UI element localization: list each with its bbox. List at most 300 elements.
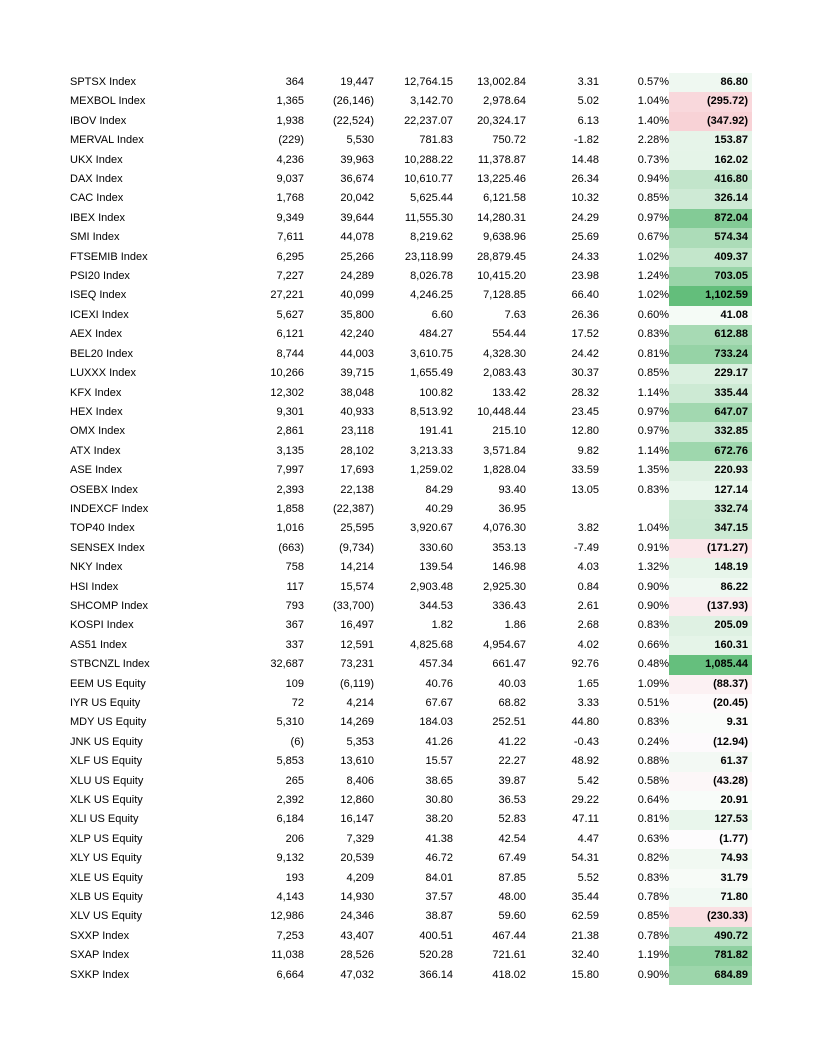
score-cell: 409.37 — [669, 248, 752, 267]
col-3-cell: 4,246.25 — [410, 289, 453, 302]
col-5-cell: 25.69 — [571, 231, 599, 244]
col-6-cell: 0.78% — [637, 891, 669, 904]
col-1-cell: (229) — [278, 134, 304, 147]
ticker-cell: ICEXI Index — [70, 308, 129, 321]
ticker-cell: IBEX Index — [70, 211, 126, 224]
table-row — [66, 888, 752, 907]
score-cell: 127.53 — [669, 810, 752, 829]
col-2-cell: 15,574 — [340, 580, 374, 593]
col-5-cell: 4.02 — [577, 638, 599, 651]
col-4-cell: 4,954.67 — [483, 638, 526, 651]
col-3-cell: 3,142.70 — [410, 95, 453, 108]
score-cell: 872.04 — [669, 209, 752, 228]
score-cell: 574.34 — [669, 228, 752, 247]
col-4-cell: 252.51 — [492, 716, 526, 729]
col-5-cell: -0.43 — [573, 735, 599, 748]
ticker-cell: SXKP Index — [70, 968, 130, 981]
col-1-cell: 7,227 — [276, 270, 304, 283]
col-4-cell: 11,378.87 — [477, 153, 526, 166]
score-cell: (230.33) — [669, 907, 752, 926]
col-3-cell: 3,920.67 — [410, 522, 453, 535]
ticker-cell: SXAP Index — [70, 949, 130, 962]
col-3-cell: 38.20 — [425, 813, 453, 826]
col-1-cell: 5,627 — [276, 308, 304, 321]
col-1-cell: (663) — [278, 541, 304, 554]
col-2-cell: (9,734) — [339, 541, 374, 554]
col-4-cell: 87.85 — [498, 871, 526, 884]
score-cell: 326.14 — [669, 189, 752, 208]
col-3-cell: 30.80 — [425, 794, 453, 807]
col-3-cell: 100.82 — [419, 386, 453, 399]
col-3-cell: 15.57 — [425, 755, 453, 768]
table-row — [66, 364, 752, 383]
col-6-cell: 0.51% — [637, 697, 669, 709]
col-1-cell: 10,266 — [270, 367, 304, 380]
col-4-cell: 14,280.31 — [477, 211, 526, 224]
col-5-cell: 10.32 — [571, 192, 599, 205]
col-3-cell: 10,288.22 — [404, 153, 453, 166]
col-5-cell: 3.82 — [577, 522, 599, 535]
score-cell: 490.72 — [669, 927, 752, 946]
col-4-cell: 7.63 — [504, 308, 526, 321]
col-6-cell: 0.85% — [637, 910, 669, 923]
ticker-cell: MEXBOL Index — [70, 95, 146, 108]
col-3-cell: 10,610.77 — [404, 173, 453, 186]
col-6-cell: 0.67% — [637, 231, 669, 244]
col-3-cell: 400.51 — [419, 929, 453, 942]
score-cell: (88.37) — [669, 675, 752, 694]
col-4-cell: 3,571.84 — [483, 444, 526, 457]
col-2-cell: 25,595 — [340, 522, 374, 535]
col-4-cell: 67.49 — [498, 852, 526, 865]
col-6-cell: 0.73% — [637, 153, 669, 166]
score-cell: 332.74 — [669, 500, 752, 519]
table-row — [66, 92, 752, 111]
col-3-cell: 37.57 — [425, 891, 453, 904]
col-6-cell: 0.83% — [637, 483, 669, 496]
col-1-cell: 758 — [285, 561, 304, 574]
col-3-cell: 22,237.07 — [404, 114, 453, 127]
ticker-cell: IBOV Index — [70, 114, 127, 127]
col-3-cell: 11,555.30 — [404, 211, 453, 224]
col-2-cell: 44,078 — [340, 231, 374, 244]
col-6-cell: 0.24% — [637, 735, 669, 748]
col-3-cell: 8,513.92 — [410, 405, 453, 418]
col-1-cell: 9,301 — [276, 405, 304, 418]
ticker-cell: PSI20 Index — [70, 270, 130, 283]
col-1-cell: 2,392 — [276, 794, 304, 807]
col-5-cell: 15.80 — [571, 968, 599, 981]
ticker-cell: ISEQ Index — [70, 289, 127, 302]
ticker-cell: ATX Index — [70, 444, 121, 457]
table-row — [66, 636, 752, 655]
table-row — [66, 946, 752, 965]
col-1-cell: 12,302 — [270, 386, 304, 399]
col-4-cell: 13,002.84 — [477, 76, 526, 88]
score-cell: 162.02 — [669, 151, 752, 170]
table-row — [66, 907, 752, 926]
ticker-cell: HSI Index — [70, 580, 119, 593]
score-cell: 220.93 — [669, 461, 752, 480]
col-1-cell: 364 — [285, 76, 304, 88]
col-5-cell: 17.52 — [571, 328, 599, 341]
col-3-cell: 191.41 — [419, 425, 453, 438]
col-1-cell: 1,768 — [276, 192, 304, 205]
col-3-cell: 1,655.49 — [410, 367, 453, 380]
col-6-cell: 1.35% — [637, 464, 669, 477]
col-5-cell: 33.59 — [571, 464, 599, 477]
table-row — [66, 403, 752, 422]
col-3-cell: 484.27 — [419, 328, 453, 341]
ticker-cell: XLB US Equity — [70, 891, 143, 904]
col-5-cell: 4.03 — [577, 561, 599, 574]
table-row — [66, 131, 752, 150]
col-3-cell: 46.72 — [425, 852, 453, 865]
col-4-cell: 42.54 — [498, 832, 526, 845]
table-row — [66, 849, 752, 868]
col-6-cell: 2.28% — [637, 134, 669, 147]
col-5-cell: 2.61 — [577, 599, 599, 612]
col-5-cell: 5.52 — [577, 871, 599, 884]
table-row — [66, 267, 752, 286]
col-6-cell: 0.58% — [637, 774, 669, 787]
col-5-cell: 32.40 — [571, 949, 599, 962]
ticker-cell: LUXXX Index — [70, 367, 137, 380]
col-2-cell: 28,102 — [340, 444, 374, 457]
col-6-cell: 1.40% — [637, 114, 669, 127]
score-cell: 416.80 — [669, 170, 752, 189]
col-1-cell: 7,253 — [276, 929, 304, 942]
col-5-cell: 62.59 — [571, 910, 599, 923]
col-1-cell: 2,393 — [276, 483, 304, 496]
col-6-cell: 0.78% — [637, 929, 669, 942]
col-2-cell: 20,539 — [340, 852, 374, 865]
col-4-cell: 52.83 — [498, 813, 526, 826]
col-6-cell: 1.09% — [637, 677, 669, 690]
score-cell: 9.31 — [669, 713, 752, 732]
ticker-cell: MERVAL Index — [70, 134, 144, 147]
col-1-cell: 4,143 — [276, 891, 304, 904]
col-5-cell: 47.11 — [572, 813, 599, 826]
col-4-cell: 6,121.58 — [483, 192, 526, 205]
col-5-cell: 24.29 — [571, 211, 599, 224]
ticker-cell: XLF US Equity — [70, 755, 143, 768]
col-3-cell: 40.29 — [425, 502, 453, 515]
score-cell: 229.17 — [669, 364, 752, 383]
col-6-cell: 1.04% — [637, 95, 669, 108]
table-row — [66, 189, 752, 208]
col-1-cell: 1,016 — [276, 522, 304, 535]
table-row — [66, 713, 752, 732]
col-6-cell: 1.04% — [637, 522, 669, 535]
col-5-cell: 23.45 — [571, 405, 599, 418]
table-row — [66, 675, 752, 694]
col-3-cell: 23,118.99 — [404, 250, 453, 263]
col-2-cell: 17,693 — [340, 464, 374, 477]
col-2-cell: (22,524) — [333, 114, 374, 127]
table-row — [66, 442, 752, 461]
table-row — [66, 151, 752, 170]
col-6-cell: 0.83% — [637, 328, 669, 341]
col-5-cell: 92.76 — [571, 658, 599, 671]
score-cell: 647.07 — [669, 403, 752, 422]
col-6-cell: 0.97% — [637, 211, 669, 224]
col-3-cell: 12,764.15 — [404, 76, 453, 88]
col-4-cell: 467.44 — [492, 929, 526, 942]
table-row — [66, 422, 752, 441]
col-4-cell: 48.00 — [498, 891, 526, 904]
col-5-cell: 24.42 — [571, 347, 599, 360]
col-1-cell: 4,236 — [276, 153, 304, 166]
table-row — [66, 384, 752, 403]
ticker-cell: OSEBX Index — [70, 483, 138, 496]
col-5-cell: 2.68 — [577, 619, 599, 632]
ticker-cell: ASE Index — [70, 464, 122, 477]
col-6-cell: 0.81% — [637, 347, 669, 360]
col-3-cell: 67.67 — [425, 697, 453, 709]
col-2-cell: 23,118 — [341, 425, 374, 438]
col-6-cell: 0.66% — [637, 638, 669, 651]
score-cell: (295.72) — [669, 92, 752, 111]
col-1-cell: 2,861 — [276, 425, 304, 438]
col-3-cell: 3,610.75 — [410, 347, 453, 360]
col-3-cell: 1.82 — [431, 619, 453, 632]
score-cell: 148.19 — [669, 558, 752, 577]
col-5-cell: 9.82 — [577, 444, 599, 457]
col-3-cell: 184.03 — [419, 716, 453, 729]
col-6-cell: 1.02% — [637, 250, 669, 263]
col-1-cell: 206 — [285, 832, 304, 845]
col-5-cell: 24.33 — [571, 250, 599, 263]
ticker-cell: XLU US Equity — [70, 774, 144, 787]
col-3-cell: 139.54 — [419, 561, 453, 574]
score-cell: 684.89 — [669, 966, 752, 985]
col-4-cell: 9,638.96 — [483, 231, 526, 244]
col-4-cell: 4,328.30 — [483, 347, 526, 360]
score-cell: 71.80 — [669, 888, 752, 907]
col-3-cell: 6.60 — [431, 308, 453, 321]
score-cell: 153.87 — [669, 131, 752, 150]
col-2-cell: 16,497 — [340, 619, 374, 632]
col-1-cell: 27,221 — [270, 289, 304, 302]
col-2-cell: 5,353 — [346, 735, 374, 748]
ticker-cell: FTSEMIB Index — [70, 250, 148, 263]
score-cell: 127.14 — [669, 481, 752, 500]
col-6-cell: 0.57% — [637, 76, 669, 88]
col-6-cell: 1.32% — [637, 561, 669, 574]
col-1-cell: 1,858 — [276, 502, 304, 515]
col-2-cell: 13,610 — [340, 755, 374, 768]
col-4-cell: 68.82 — [498, 697, 526, 709]
col-5-cell: 1.65 — [577, 677, 599, 690]
col-6-cell: 1.14% — [637, 444, 669, 457]
col-3-cell: 38.65 — [425, 774, 453, 787]
ticker-cell: XLP US Equity — [70, 832, 143, 845]
table-row — [66, 772, 752, 791]
ticker-cell: KOSPI Index — [70, 619, 134, 632]
col-4-cell: 41.22 — [498, 735, 526, 748]
col-6-cell: 0.94% — [637, 173, 669, 186]
table-body — [66, 73, 752, 985]
col-4-cell: 59.60 — [498, 910, 526, 923]
table-row — [66, 830, 752, 849]
table-row — [66, 325, 752, 344]
ticker-cell: KFX Index — [70, 386, 122, 399]
col-1-cell: 7,997 — [276, 464, 304, 477]
ticker-cell: INDEXCF Index — [70, 502, 149, 515]
col-3-cell: 84.01 — [425, 871, 453, 884]
score-cell: 31.79 — [669, 869, 752, 888]
ticker-cell: DAX Index — [70, 173, 123, 186]
table-row — [66, 481, 752, 500]
score-cell: 1,085.44 — [669, 655, 752, 674]
col-3-cell: 41.38 — [425, 832, 453, 845]
col-4-cell: 554.44 — [492, 328, 526, 341]
col-4-cell: 28,879.45 — [477, 250, 526, 263]
col-2-cell: 24,346 — [340, 910, 374, 923]
col-5-cell — [526, 500, 599, 519]
score-cell: 160.31 — [669, 636, 752, 655]
ticker-cell: AEX Index — [70, 328, 122, 341]
col-4-cell: 40.03 — [498, 677, 526, 690]
col-2-cell: (22,387) — [333, 502, 374, 515]
table-row — [66, 752, 752, 771]
col-6-cell: 1.02% — [637, 289, 669, 302]
ticker-cell: SMI Index — [70, 231, 120, 244]
col-6-cell: 0.90% — [637, 599, 669, 612]
col-6-cell: 0.63% — [637, 832, 669, 845]
col-4-cell: 1.86 — [504, 619, 526, 632]
col-5-cell: 14.48 — [571, 153, 599, 166]
col-3-cell: 8,219.62 — [410, 231, 453, 244]
table-row — [66, 694, 752, 713]
ticker-cell: NKY Index — [70, 561, 123, 574]
table-row — [66, 461, 752, 480]
ticker-cell: JNK US Equity — [70, 735, 143, 748]
col-5-cell: 13.05 — [571, 483, 599, 496]
col-2-cell: 20,042 — [340, 192, 374, 205]
col-3-cell: 5,625.44 — [410, 192, 453, 205]
ticker-cell: XLV US Equity — [70, 910, 142, 923]
col-4-cell: 7,128.85 — [483, 289, 526, 302]
score-cell: 335.44 — [669, 384, 752, 403]
col-5-cell: -1.82 — [573, 134, 599, 147]
col-2-cell: 7,329 — [346, 832, 374, 845]
ticker-cell: SPTSX Index — [70, 76, 137, 88]
ticker-cell: MDY US Equity — [70, 716, 147, 729]
col-1-cell: 265 — [285, 774, 304, 787]
col-3-cell: 38.87 — [425, 910, 453, 923]
col-5-cell: 5.02 — [577, 95, 599, 108]
col-2-cell: 28,526 — [340, 949, 374, 962]
col-3-cell: 520.28 — [419, 949, 453, 962]
score-cell: 20.91 — [669, 791, 752, 810]
table-row — [66, 655, 752, 674]
table-row — [66, 345, 752, 364]
col-4-cell: 1,828.04 — [483, 464, 526, 477]
score-cell: 205.09 — [669, 616, 752, 635]
col-3-cell: 3,213.33 — [410, 444, 453, 457]
col-5-cell: 4.47 — [577, 832, 599, 845]
table-row — [66, 248, 752, 267]
ticker-cell: UKX Index — [70, 153, 123, 166]
table-row — [66, 519, 752, 538]
col-2-cell: 40,099 — [340, 289, 374, 302]
col-5-cell: 23.98 — [571, 270, 599, 283]
ticker-cell: AS51 Index — [70, 638, 127, 651]
col-5-cell: 12.80 — [571, 425, 599, 438]
col-6-cell: 0.83% — [637, 716, 669, 729]
col-6-cell: 0.91% — [637, 541, 669, 554]
col-3-cell: 330.60 — [419, 541, 453, 554]
col-2-cell: 5,530 — [346, 134, 374, 147]
col-6-cell: 0.90% — [637, 968, 669, 981]
col-1-cell: 5,310 — [276, 716, 304, 729]
table-row — [66, 209, 752, 228]
col-4-cell: 2,978.64 — [483, 95, 526, 108]
col-4-cell: 39.87 — [498, 774, 526, 787]
col-1-cell: 6,121 — [276, 328, 304, 341]
col-4-cell: 146.98 — [492, 561, 526, 574]
ticker-cell: XLI US Equity — [70, 813, 139, 826]
col-5-cell: 29.22 — [571, 794, 599, 807]
col-3-cell: 1,259.02 — [410, 464, 453, 477]
col-5-cell: 3.31 — [577, 76, 599, 88]
col-2-cell: 43,407 — [340, 929, 374, 942]
col-3-cell: 366.14 — [419, 968, 453, 981]
col-2-cell: 14,269 — [340, 716, 374, 729]
col-4-cell: 13,225.46 — [477, 173, 526, 186]
col-4-cell: 2,083.43 — [483, 367, 526, 380]
col-4-cell: 10,415.20 — [477, 270, 526, 283]
col-4-cell: 36.53 — [498, 794, 526, 807]
col-2-cell: 12,591 — [340, 638, 374, 651]
score-cell: 1,102.59 — [669, 286, 752, 305]
col-2-cell: 4,209 — [346, 871, 374, 884]
table-row — [66, 869, 752, 888]
col-2-cell: 14,930 — [340, 891, 374, 904]
col-5-cell: 5.42 — [577, 774, 599, 787]
col-2-cell: 16,147 — [340, 813, 374, 826]
col-6-cell: 0.83% — [637, 619, 669, 632]
col-3-cell: 41.26 — [425, 735, 453, 748]
col-2-cell: 36,674 — [340, 173, 374, 186]
col-4-cell: 20,324.17 — [477, 114, 526, 127]
col-3-cell: 2,903.48 — [410, 580, 453, 593]
col-2-cell: 42,240 — [340, 328, 374, 341]
col-1-cell: 793 — [285, 599, 304, 612]
col-2-cell: 40,933 — [340, 405, 374, 418]
table-row — [66, 228, 752, 247]
col-2-cell: (6,119) — [339, 677, 374, 690]
col-6-cell: 1.24% — [637, 270, 669, 283]
col-1-cell: 9,132 — [276, 852, 304, 865]
score-cell: 672.76 — [669, 442, 752, 461]
score-cell: (171.27) — [669, 539, 752, 558]
ticker-cell: EEM US Equity — [70, 677, 146, 690]
col-2-cell: 39,715 — [340, 367, 374, 380]
score-cell: (137.93) — [669, 597, 752, 616]
col-5-cell: 30.37 — [571, 367, 599, 380]
col-2-cell: 8,406 — [346, 774, 374, 787]
col-4-cell: 4,076.30 — [483, 522, 526, 535]
col-6-cell: 0.90% — [637, 580, 669, 593]
col-5-cell: 28.32 — [571, 386, 599, 399]
ticker-cell: BEL20 Index — [70, 347, 133, 360]
col-4-cell: 10,448.44 — [477, 405, 526, 418]
col-5-cell: 21.38 — [571, 929, 599, 942]
table-row — [66, 558, 752, 577]
